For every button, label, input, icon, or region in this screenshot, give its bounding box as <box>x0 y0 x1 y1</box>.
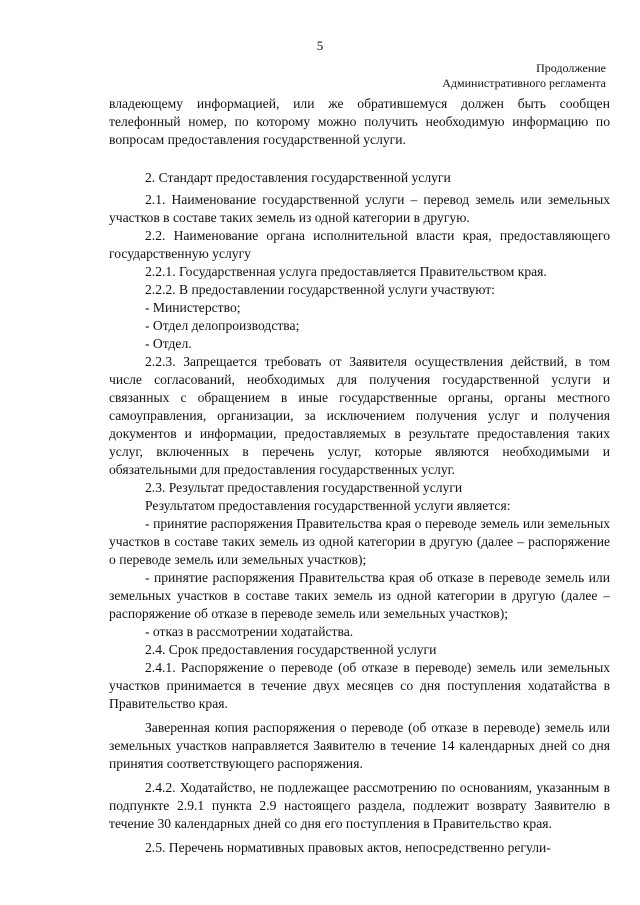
clause-2-2: 2.2. Наименование органа исполнительной власти края, предоставляющего государственную услугу <box>109 228 610 261</box>
running-header-line-2: Административного регламента <box>442 76 606 90</box>
running-header-line-1: Продолжение <box>536 61 606 75</box>
clause-2-4-1: 2.4.1. Распоряжение о переводе (об отказе в переводе) земель или земельных участков принимается в течение двух месяцев со дня поступления ходатайства в Правительство края. <box>109 660 610 711</box>
list-item: - Отдел делопроизводства; <box>145 318 300 333</box>
result-intro: Результатом предоставления государственной услуги является: <box>145 498 511 513</box>
clause-2-2-1: 2.2.1. Государственная услуга предоставляется Правительством края. <box>145 264 547 279</box>
clause-2-3: 2.3. Результат предоставления государственной услуги <box>145 480 463 495</box>
clause-2-1: 2.1. Наименование государственной услуги – перевод земель или земельных участков в составе таких земель из одной категории в другую. <box>109 192 610 225</box>
clause-2-2-2: 2.2.2. В предоставлении государственной услуги участвуют: <box>145 282 495 297</box>
clause-2-4-2: 2.4.2. Ходатайство, не подлежащее рассмотрению по основаниям, указанным в подпункте 2.9.1 пункта 2.9 настоящего раздела, подлежит возврату Заявителю в течение 30 календарных дней со дня его поступления в Правительство края. <box>109 780 610 831</box>
list-item: - Отдел. <box>145 336 192 351</box>
clause-2-2-3: 2.2.3. Запрещается требовать от Заявителя осуществления действий, в том числе согласований, необходимых для получения государственной услуги и связанных с обращением в иные государственные органы, органы местного самоуправления, организации, за исключением получения услуг и получения документов и информации, предоставляемых в результате предоставления таких услуг, включенных в перечень услуг, которые являются необходимыми и обязательными для предоставления государственных услуг. <box>109 354 610 477</box>
paragraph-continuation: владеющему информацией, или же обратившемуся должен быть сообщен телефонный номер, по которому можно получить необходимую информацию по вопросам предоставления государственной услуги. <box>109 96 610 147</box>
clause-2-5: 2.5. Перечень нормативных правовых актов, непосредственно регули- <box>145 840 551 855</box>
page-number: 5 <box>316 38 324 53</box>
document-body <box>109 95 610 857</box>
paragraph: Заверенная копия распоряжения о переводе (об отказе в переводе) земель или земельных участков направляется Заявителю в течение 14 календарных дней со дня принятия соответствующего распоряжения. <box>109 720 610 771</box>
clause-2-4: 2.4. Срок предоставления государственной услуги <box>145 642 437 657</box>
section-heading: 2. Стандарт предоставления государственной услуги <box>145 170 451 185</box>
list-item: - принятие распоряжения Правительства края об отказе в переводе земель или земельных участков в составе таких земель из одной категории в другую (далее – распоряжение об отказе в переводе земель или земельных участков); <box>109 570 610 621</box>
list-item: - отказ в рассмотрении ходатайства. <box>145 624 354 639</box>
running-header <box>442 61 606 91</box>
list-item: - Министерство; <box>145 300 241 315</box>
list-item: - принятие распоряжения Правительства края о переводе земель или земельных участков в составе таких земель из одной категории в другую (далее – распоряжение о переводе земель или земельных участков); <box>109 516 610 567</box>
